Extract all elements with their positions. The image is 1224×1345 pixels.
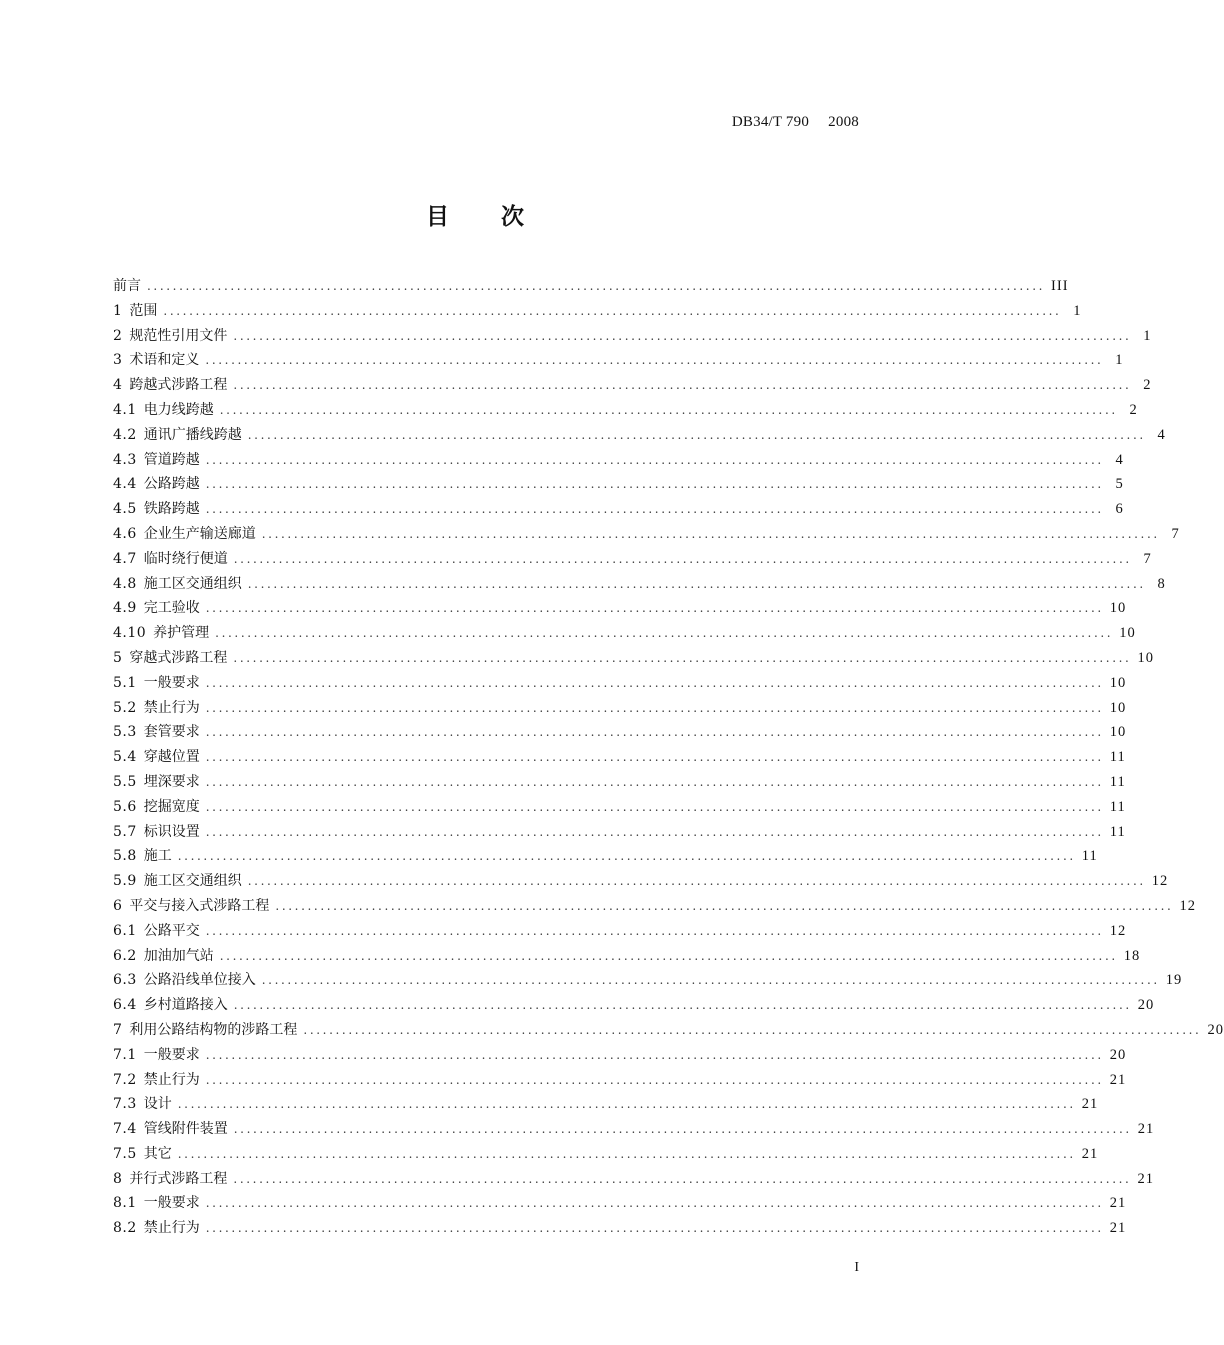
toc-entry[interactable] <box>113 745 1126 770</box>
toc-dot-leader: ............................................................................................................................................ <box>205 1072 1104 1087</box>
toc-entry-label: 公路平交 <box>143 922 200 939</box>
toc-entry-page: 4 <box>1115 451 1124 468</box>
toc-entry[interactable] <box>113 820 1126 845</box>
toc-entry-number: 5.7 <box>113 823 137 840</box>
toc-dot-leader: ............................................................................................................................................ <box>205 452 1104 467</box>
toc-entry-number: 4.8 <box>113 575 137 592</box>
toc-entry-number: 8 <box>113 1170 123 1187</box>
toc-entry-page: 11 <box>1109 773 1126 790</box>
toc-entry-page: 11 <box>1109 798 1126 815</box>
toc-dot-leader: ............................................................................................................................................ <box>233 650 1132 665</box>
toc-entry-page: 12 <box>1151 873 1169 890</box>
toc-entry-page: 10 <box>1109 600 1127 617</box>
toc-entry-page: 21 <box>1081 1145 1099 1162</box>
toc-entry-number: 5.5 <box>113 773 137 790</box>
toc-entry[interactable] <box>113 696 1127 721</box>
toc-entry-label: 前言 <box>113 278 141 294</box>
toc-entry-number: 8.2 <box>113 1220 137 1237</box>
toc-entry-label: 平交与接入式涉路工程 <box>129 897 270 914</box>
toc-entry-page: 10 <box>1119 625 1136 642</box>
toc-entry[interactable] <box>113 1167 1154 1192</box>
toc-dot-leader: ............................................................................................................................................ <box>205 774 1104 789</box>
toc-dot-leader: ............................................................................................................................................ <box>261 973 1160 988</box>
toc-entry-number: 4.9 <box>113 600 137 617</box>
toc-entry-label: 施工区交通组织 <box>143 873 242 890</box>
toc-entry-label: 标识设置 <box>143 823 200 840</box>
toc-entry-number: 7.5 <box>113 1145 137 1162</box>
toc-entry[interactable] <box>113 993 1155 1018</box>
page-number: I <box>854 1260 859 1275</box>
toc-entry[interactable] <box>113 472 1124 497</box>
toc-entry-page: 1 <box>1115 352 1124 369</box>
toc-entry-label: 跨越式涉路工程 <box>129 377 228 394</box>
toc-entry[interactable] <box>113 497 1124 522</box>
toc-entry-label: 一般要求 <box>143 674 200 691</box>
toc-entry[interactable] <box>113 448 1124 473</box>
toc-entry-number: 4.7 <box>113 550 137 567</box>
toc-entry-page: 19 <box>1165 972 1183 989</box>
toc-dot-leader: ............................................................................................................................................ <box>205 1196 1104 1211</box>
toc-dot-leader: ............................................................................................................................................ <box>205 601 1104 616</box>
toc-entry-page: 21 <box>1109 1195 1127 1212</box>
toc-entry-page: 11 <box>1109 749 1126 766</box>
toc-entry-number: 1 <box>113 302 123 319</box>
toc-entry-number: 8.1 <box>113 1195 137 1212</box>
toc-entry-number: 7.1 <box>113 1046 137 1063</box>
toc-entry[interactable] <box>113 869 1169 894</box>
toc-entry[interactable] <box>113 324 1152 349</box>
toc-entry-label: 挖掘宽度 <box>143 798 200 815</box>
toc-entry-label: 设计 <box>143 1096 172 1113</box>
toc-entry-label: 穿越位置 <box>143 749 200 766</box>
toc-entry-page: 20 <box>1137 997 1155 1014</box>
toc-entry-label: 施工区交通组织 <box>143 575 242 592</box>
toc-entry-page: 21 <box>1081 1096 1099 1113</box>
toc-entry[interactable] <box>113 919 1127 944</box>
document-code: DB34/T 790 2008 <box>731 114 859 130</box>
table-of-contents <box>113 274 1224 1241</box>
toc-entry[interactable] <box>113 1092 1099 1117</box>
toc-dot-leader: ............................................................................................................................................ <box>247 576 1146 591</box>
toc-entry-label: 临时绕行便道 <box>143 550 228 567</box>
toc-entry[interactable] <box>113 1117 1155 1142</box>
toc-entry-label: 穿越式涉路工程 <box>129 649 228 666</box>
toc-entry-label: 管道跨越 <box>143 451 200 468</box>
toc-entry-label: 并行式涉路工程 <box>129 1170 228 1187</box>
toc-entry-number: 5.2 <box>113 699 137 716</box>
toc-entry-page: 21 <box>1137 1121 1155 1138</box>
toc-dot-leader: ............................................................................................................................................ <box>233 998 1132 1013</box>
title-char-1: 目 <box>426 204 449 230</box>
page-title <box>0 198 950 231</box>
toc-entry-page: 1 <box>1143 327 1152 344</box>
toc-entry-page: 11 <box>1081 848 1098 865</box>
toc-dot-leader: ............................................................................................................................................ <box>247 874 1146 889</box>
toc-entry-label: 禁止行为 <box>143 1220 200 1237</box>
toc-dot-leader: ............................................................................................................................................ <box>205 923 1104 938</box>
toc-entry-label: 一般要求 <box>143 1046 200 1063</box>
toc-entry-label: 施工 <box>143 848 172 865</box>
toc-entry[interactable] <box>113 671 1127 696</box>
toc-dot-leader: ............................................................................................................................................ <box>205 824 1104 839</box>
toc-entry-number: 5.6 <box>113 798 137 815</box>
toc-entry[interactable] <box>113 844 1098 869</box>
toc-entry-number: 4.10 <box>113 625 147 642</box>
toc-entry-page: 21 <box>1109 1220 1127 1237</box>
toc-entry-label: 公路跨越 <box>143 476 200 493</box>
toc-entry-label: 禁止行为 <box>143 699 200 716</box>
toc-entry-label: 电力线跨越 <box>143 401 214 418</box>
toc-dot-leader: ............................................................................................................................................ <box>205 1047 1104 1062</box>
toc-entry-page: 12 <box>1109 922 1127 939</box>
toc-entry[interactable] <box>113 373 1152 398</box>
toc-entry-number: 3 <box>113 352 123 369</box>
toc-entry-page: 7 <box>1171 525 1180 542</box>
toc-dot-leader: ............................................................................................................................................ <box>205 477 1104 492</box>
toc-entry-label: 铁路跨越 <box>143 501 200 518</box>
toc-entry-number: 4.4 <box>113 476 137 493</box>
toc-entry[interactable] <box>113 770 1126 795</box>
toc-entry[interactable] <box>113 1191 1127 1216</box>
toc-entry-number: 4 <box>113 377 123 394</box>
toc-entry-page: 21 <box>1137 1170 1154 1187</box>
toc-entry-page: 12 <box>1179 897 1196 914</box>
toc-entry[interactable] <box>113 348 1124 373</box>
toc-entry-number: 4.2 <box>113 426 137 443</box>
toc-entry[interactable] <box>113 572 1166 597</box>
toc-entry-page: 2 <box>1129 401 1138 418</box>
toc-entry-page: 10 <box>1109 674 1127 691</box>
toc-entry-page: 5 <box>1115 476 1124 493</box>
toc-entry-label: 其它 <box>143 1145 172 1162</box>
toc-dot-leader: ............................................................................................................................................ <box>233 551 1132 566</box>
toc-dot-leader: ............................................................................................................................................ <box>205 353 1104 368</box>
toc-dot-leader: ............................................................................................................................................ <box>215 626 1114 641</box>
toc-entry[interactable] <box>113 968 1183 993</box>
toc-entry-label: 公路沿线单位接入 <box>143 972 256 989</box>
toc-entry-label: 加油加气站 <box>143 947 214 964</box>
toc-entry-number: 7.4 <box>113 1121 137 1138</box>
toc-dot-leader: ............................................................................................................................................ <box>177 1097 1076 1112</box>
toc-entry-number: 5.1 <box>113 674 137 691</box>
toc-entry[interactable] <box>113 894 1196 919</box>
toc-entry-number: 4.3 <box>113 451 137 468</box>
toc-dot-leader: ............................................................................................................................................ <box>233 1171 1132 1186</box>
toc-entry-page: 18 <box>1123 947 1141 964</box>
toc-entry-number: 7 <box>113 1021 123 1038</box>
toc-entry[interactable] <box>113 1142 1099 1167</box>
toc-entry[interactable] <box>113 795 1126 820</box>
toc-entry[interactable] <box>113 596 1127 621</box>
toc-entry-label: 通讯广播线跨越 <box>143 426 242 443</box>
toc-entry-page: 4 <box>1157 426 1166 443</box>
toc-entry[interactable] <box>113 1018 1224 1043</box>
toc-entry-page: III <box>1051 278 1069 294</box>
toc-entry-number: 5.4 <box>113 749 137 766</box>
toc-entry-label: 企业生产输送廊道 <box>143 525 256 542</box>
toc-dot-leader: ............................................................................................................................................ <box>205 700 1104 715</box>
toc-entry-number: 5.3 <box>113 724 137 741</box>
toc-dot-leader: ............................................................................................................................................ <box>233 1122 1132 1137</box>
toc-entry-number: 4.1 <box>113 401 137 418</box>
toc-entry[interactable] <box>113 1043 1127 1068</box>
toc-entry-number: 6.4 <box>113 997 137 1014</box>
toc-entry-page: 20 <box>1207 1021 1224 1038</box>
toc-entry-page: 2 <box>1143 377 1152 394</box>
toc-entry-number: 7.3 <box>113 1096 137 1113</box>
toc-entry-page: 10 <box>1109 724 1127 741</box>
toc-entry-page: 21 <box>1109 1071 1127 1088</box>
toc-dot-leader: ............................................................................................................................................ <box>261 526 1160 541</box>
toc-entry-label: 范围 <box>129 302 158 319</box>
toc-dot-leader: ............................................................................................................................................ <box>205 675 1104 690</box>
toc-entry[interactable] <box>113 720 1127 745</box>
toc-entry-page: 10 <box>1109 699 1127 716</box>
toc-entry-page: 20 <box>1109 1046 1127 1063</box>
toc-dot-leader: ............................................................................................................................................ <box>147 279 1046 293</box>
toc-entry-number: 4.5 <box>113 501 137 518</box>
toc-dot-leader: ............................................................................................................................................ <box>205 725 1104 740</box>
toc-entry[interactable] <box>113 1068 1127 1093</box>
toc-entry-label: 禁止行为 <box>143 1071 200 1088</box>
toc-entry[interactable] <box>113 1216 1127 1241</box>
title-char-2: 次 <box>501 204 524 230</box>
toc-entry[interactable] <box>113 522 1180 547</box>
toc-entry-number: 6.1 <box>113 922 137 939</box>
toc-entry-label: 养护管理 <box>153 625 210 642</box>
toc-entry-number: 5.8 <box>113 848 137 865</box>
toc-entry-number: 7.2 <box>113 1071 137 1088</box>
toc-entry-number: 4.6 <box>113 525 137 542</box>
toc-entry-number: 5.9 <box>113 873 137 890</box>
toc-entry-page: 1 <box>1073 302 1082 319</box>
toc-entry-page: 11 <box>1109 823 1126 840</box>
toc-entry-number: 6.3 <box>113 972 137 989</box>
toc-entry[interactable] <box>113 423 1166 448</box>
toc-entry[interactable] <box>113 621 1136 646</box>
toc-dot-leader: ............................................................................................................................................ <box>233 328 1132 343</box>
toc-entry[interactable] <box>113 547 1152 572</box>
toc-entry-number: 6.2 <box>113 947 137 964</box>
toc-dot-leader: ............................................................................................................................................ <box>275 898 1174 913</box>
toc-entry[interactable] <box>113 299 1082 324</box>
toc-dot-leader: ............................................................................................................................................ <box>233 378 1132 393</box>
toc-entry-label: 管线附件装置 <box>143 1121 228 1138</box>
toc-entry-page: 6 <box>1115 501 1124 518</box>
toc-dot-leader: ............................................................................................................................................ <box>163 303 1062 318</box>
toc-dot-leader: ............................................................................................................................................ <box>205 1221 1104 1236</box>
toc-entry-label: 乡村道路接入 <box>143 997 228 1014</box>
toc-entry[interactable] <box>113 274 1069 299</box>
toc-dot-leader: ............................................................................................................................................ <box>247 427 1146 442</box>
toc-dot-leader: ............................................................................................................................................ <box>219 948 1118 963</box>
toc-entry[interactable] <box>113 646 1154 671</box>
toc-entry[interactable] <box>113 398 1138 423</box>
toc-dot-leader: ............................................................................................................................................ <box>177 849 1076 864</box>
toc-dot-leader: ............................................................................................................................................ <box>177 1146 1076 1161</box>
toc-dot-leader: ............................................................................................................................................ <box>205 799 1104 814</box>
toc-entry-label: 规范性引用文件 <box>129 327 228 344</box>
toc-entry-number: 6 <box>113 897 123 914</box>
toc-entry-label: 一般要求 <box>143 1195 200 1212</box>
toc-entry-label: 埋深要求 <box>143 773 200 790</box>
toc-entry-number: 5 <box>113 649 123 666</box>
toc-entry-label: 术语和定义 <box>129 352 200 369</box>
toc-entry-page: 8 <box>1157 575 1166 592</box>
toc-entry-label: 套管要求 <box>143 724 200 741</box>
toc-entry-page: 7 <box>1143 550 1152 567</box>
toc-entry-label: 完工验收 <box>143 600 200 617</box>
toc-entry-label: 利用公路结构物的涉路工程 <box>129 1021 298 1038</box>
toc-entry-number: 2 <box>113 327 123 344</box>
toc-dot-leader: ............................................................................................................................................ <box>205 750 1104 765</box>
toc-entry-page: 10 <box>1137 649 1154 666</box>
toc-entry[interactable] <box>113 944 1141 969</box>
toc-dot-leader: ............................................................................................................................................ <box>205 502 1104 517</box>
toc-dot-leader: ............................................................................................................................................ <box>219 402 1118 417</box>
toc-dot-leader: ............................................................................................................................................ <box>303 1022 1202 1037</box>
